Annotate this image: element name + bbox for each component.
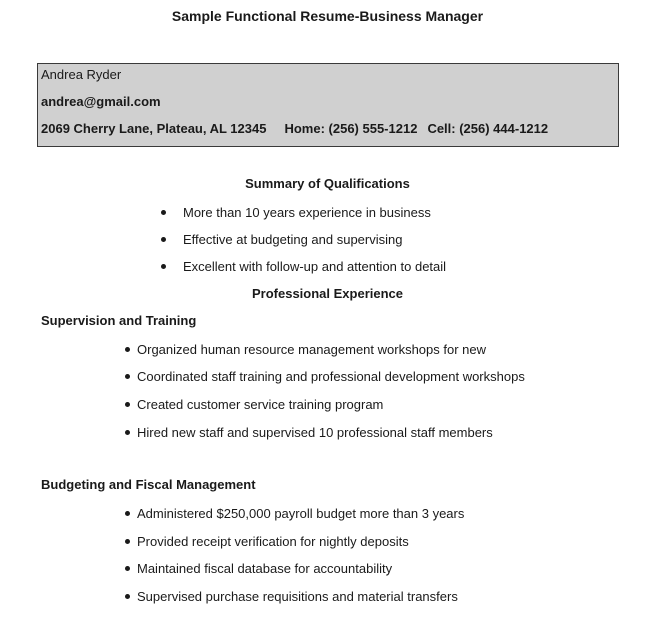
budgeting-item: Provided receipt verification for nightly deposits <box>137 534 409 549</box>
bullet-icon <box>161 210 166 215</box>
summary-item: Effective at budgeting and supervising <box>183 232 403 247</box>
list-item <box>125 589 458 604</box>
supervision-item: Coordinated staff training and professional development workshops <box>137 369 525 384</box>
bullet-icon <box>125 374 130 379</box>
list-item <box>161 259 446 274</box>
supervision-item: Created customer service training program <box>137 397 384 412</box>
list-item <box>125 506 464 521</box>
supervision-heading: Supervision and Training <box>41 313 197 328</box>
contact-cell-phone: Cell: (256) 444-1212 <box>427 121 549 136</box>
budgeting-item: Administered $250,000 payroll budget more than 3 years <box>137 506 465 521</box>
bullet-icon <box>161 264 166 269</box>
bullet-icon <box>125 594 130 599</box>
summary-item: Excellent with follow-up and attention to detail <box>183 259 447 274</box>
bullet-icon <box>125 539 130 544</box>
list-item <box>125 342 486 357</box>
budgeting-item: Supervised purchase requisitions and material transfers <box>137 589 458 604</box>
list-item <box>125 397 383 412</box>
bullet-icon <box>125 402 130 407</box>
bullet-icon <box>125 511 130 516</box>
contact-address-line <box>41 121 548 136</box>
contact-box <box>37 63 619 147</box>
contact-name: Andrea Ryder <box>41 67 122 82</box>
bullet-icon <box>125 430 130 435</box>
list-item <box>125 561 392 576</box>
contact-email: andrea@gmail.com <box>41 94 161 109</box>
bullet-icon <box>125 347 130 352</box>
contact-home-phone: Home: (256) 555-1212 <box>284 121 418 136</box>
summary-item: More than 10 years experience in business <box>183 205 431 220</box>
contact-address: 2069 Cherry Lane, Plateau, AL 12345 <box>41 121 267 136</box>
bullet-icon <box>161 237 166 242</box>
list-item <box>125 534 409 549</box>
supervision-item: Hired new staff and supervised 10 professional staff members <box>137 425 493 440</box>
list-item <box>161 232 402 247</box>
summary-heading: Summary of Qualifications <box>245 176 410 191</box>
bullet-icon <box>125 566 130 571</box>
budgeting-heading: Budgeting and Fiscal Management <box>41 477 256 492</box>
document-title: Sample Functional Resume-Business Manager <box>171 8 484 24</box>
supervision-item: Organized human resource management workshops for new <box>137 342 487 357</box>
list-item <box>161 205 431 220</box>
experience-heading: Professional Experience <box>251 286 403 301</box>
list-item <box>125 425 493 440</box>
list-item <box>125 369 525 384</box>
budgeting-item: Maintained fiscal database for accountability <box>137 561 393 576</box>
